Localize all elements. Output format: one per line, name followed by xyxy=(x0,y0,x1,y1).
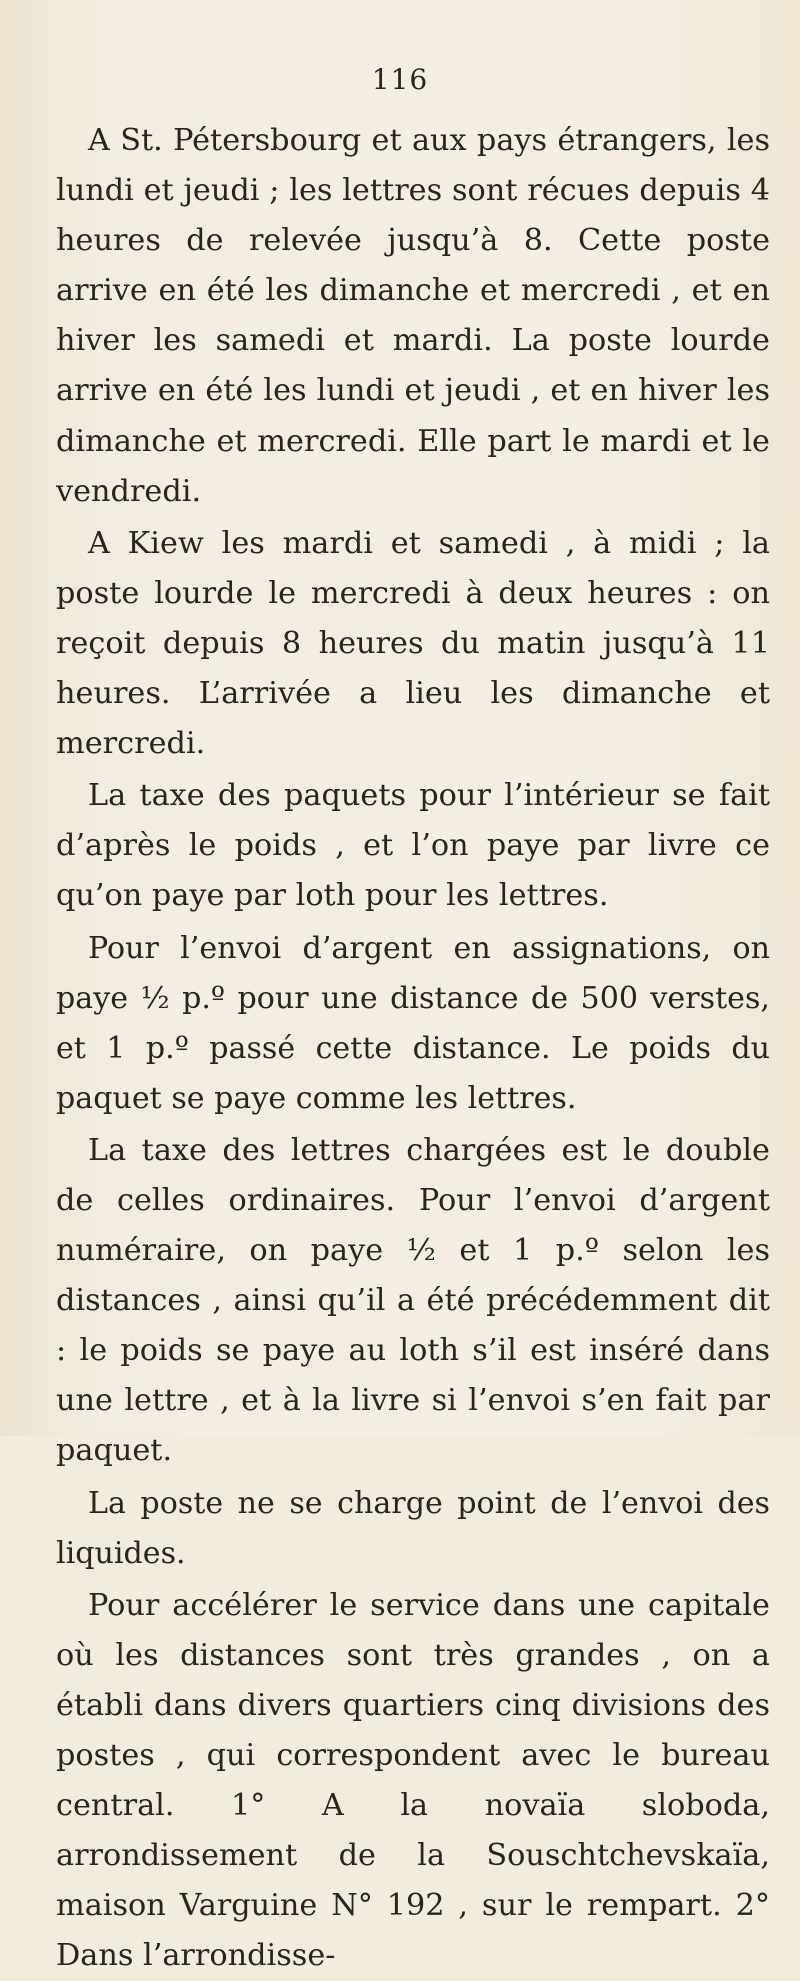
paragraph-taxe-paquets: La taxe des paquets pour l’intérieur se fait d’après le poids , et l’on paye par livre ce qu’on paye par loth pour les lettres. xyxy=(56,778,770,914)
paragraph-divisions-postes: Pour accélérer le service dans une capitale où les distances sont très grandes , on a établi dans divers quartiers cinq divisions des postes , qui correspondent avec le bureau central. 1° A la novaïa sloboda, arrondissement de la Souschtchevskaïa, maison Varguine N° 192 , sur le rempart. 2° Dans l’arrondisse- xyxy=(56,1587,770,1974)
paragraph-lettres-chargees: La taxe des lettres chargées est le double de celles ordinaires. Pour l’envoi d’argent numéraire, on paye ½ et 1 p.º selon les distances , ainsi qu’il a été précédemment dit : le poids se paye au loth s’il est inséré dans une lettre , et à la livre si l’envoi s’en fait par paquet. xyxy=(56,1132,770,1469)
page-number: 116 xyxy=(371,63,429,96)
paragraph-kiew: A Kiew les mardi et samedi , à midi ; la poste lourde le mercredi à deux heures : on reçoit depuis 8 heures du matin jusqu’à 11 heures. L’arrivée a lieu les dimanche et mercredi. xyxy=(56,525,770,762)
paragraph-envoi-argent: Pour l’envoi d’argent en assignations, on paye ½ p.º pour une distance de 500 verstes, et 1 p.º passé cette distance. Le poids du paquet se paye comme les lettres. xyxy=(56,930,770,1116)
body-text xyxy=(56,116,770,1981)
paragraph-liquides: La poste ne se charge point de l’envoi des liquides. xyxy=(56,1485,770,1571)
paragraph-st-petersbourg: A St. Pétersbourg et aux pays étrangers, les lundi et jeudi ; les lettres sont récues depuis 4 heures de relevée jusqu’à 8. Cette poste arrive en été les dimanche et mercredi , et en hiver les samedi et mardi. La poste lourde arrive en été les lundi et jeudi , et en hiver les dimanche et mercredi. Elle part le mardi et le vendredi. xyxy=(56,123,770,509)
